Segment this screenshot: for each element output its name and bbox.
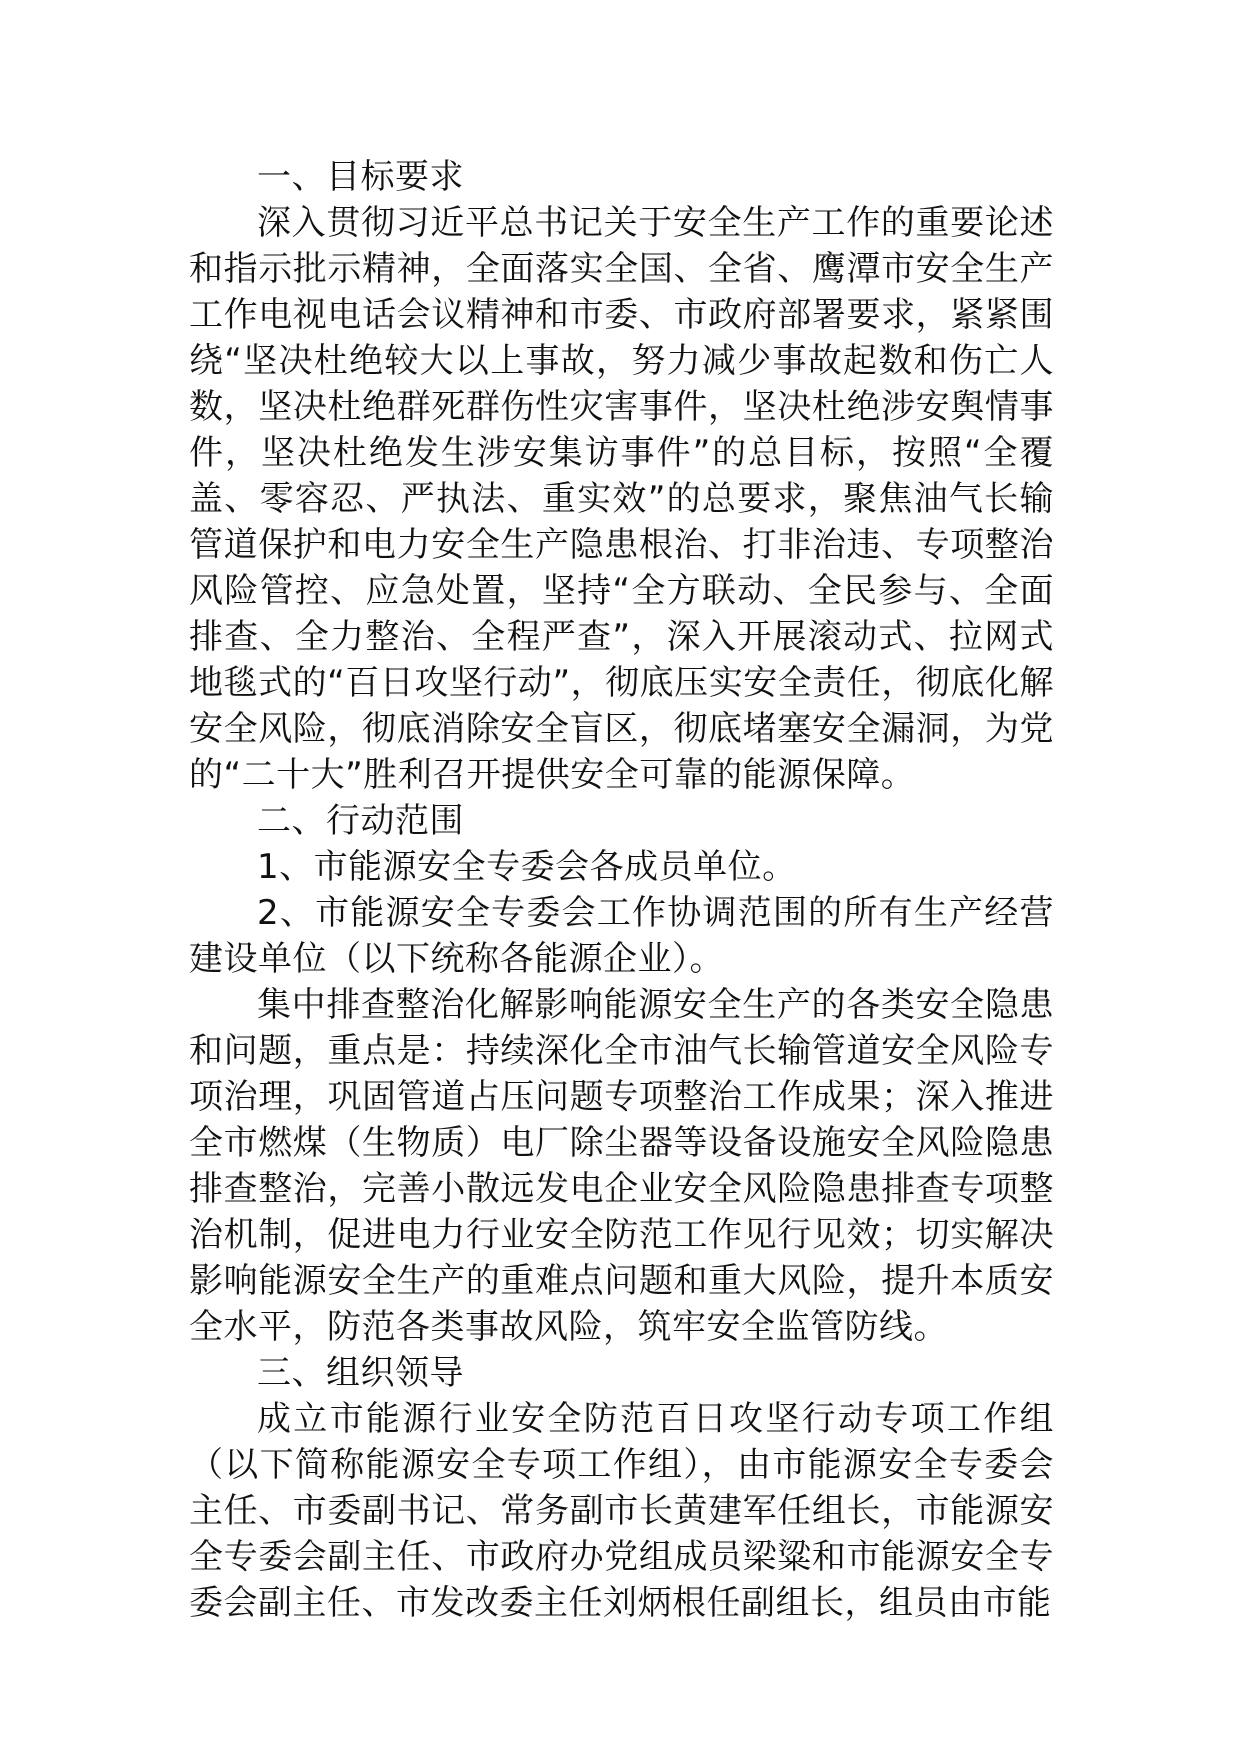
section-heading-leadership: 三、组织领导 bbox=[257, 1353, 464, 1393]
section-heading-scope: 二、行动范围 bbox=[257, 801, 464, 841]
scope-item-2: 2、市能源安全专委会工作协调范围的所有生产经营建设单位（以下统称各能源企业）。 bbox=[189, 893, 1054, 979]
goals-paragraph: 深入贯彻习近平总书记关于安全生产工作的重要论述和指示批示精神，全面落实全国、全省、鹰潭市安全生产工作电视电话会议精神和市委、市政府部署要求，紧紧围绕“坚决杜绝较大以上事故，努力减少事故起数和伤亡人数，坚决杜绝群死群伤性灾害事件，坚决杜绝涉安舆情事件，坚决杜绝发生涉安集访事件”的总目标，按照“全覆盖、零容忍、严执法、重实效”的总要求，聚焦油气长输管道保护和电力安全生产隐患根治、打非治违、专项整治风险管控、应急处置，坚持“全方联动、全民参与、全面排查、全力整治、全程严查”，深入开展滚动式、拉网式地毯式的“百日攻坚行动”，彻底压实安全责任，彻底化解安全风险，彻底消除安全盲区，彻底堵塞安全漏洞，为党的“二十大”胜利召开提供安全可靠的能源保障。 bbox=[189, 203, 1054, 795]
document-page bbox=[189, 154, 1054, 1626]
section-heading-goals: 一、目标要求 bbox=[257, 157, 464, 197]
focus-paragraph: 集中排查整治化解影响能源安全生产的各类安全隐患和问题，重点是：持续深化全市油气长输管道安全风险专项治理，巩固管道占压问题专项整治工作成果；深入推进全市燃煤（生物质）电厂除尘器等设备设施安全风险隐患排查整治，完善小散远发电企业安全风险隐患排查专项整治机制，促进电力行业安全防范工作见行见效；切实解决影响能源安全生产的重难点问题和重大风险，提升本质安全水平，防范各类事故风险，筑牢安全监管防线。 bbox=[189, 985, 1054, 1347]
leadership-paragraph: 成立市能源行业安全防范百日攻坚行动专项工作组（以下简称能源安全专项工作组），由市能源安全专委会主任、市委副书记、常务副市长黄建军任组长，市能源安全专委会副主任、市政府办党组成员梁粱和市能源安全专委会副主任、市发改委主任刘炳根任副组长，组员由市能 bbox=[189, 1399, 1054, 1623]
scope-item-1: 1、市能源安全专委会各成员单位。 bbox=[257, 847, 797, 887]
